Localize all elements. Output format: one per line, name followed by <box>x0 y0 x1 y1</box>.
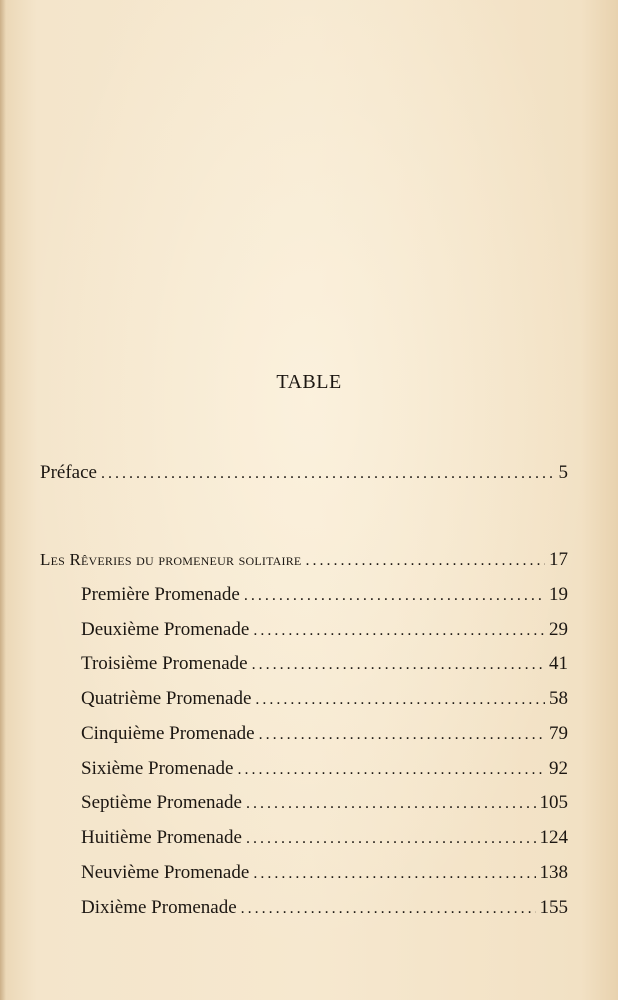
toc-entry-reveries <box>40 547 568 573</box>
toc-entry-promenade-3 <box>81 651 568 677</box>
toc-entry-label: Préface <box>40 462 97 483</box>
toc-entry-label: Quatrième Promenade <box>81 688 252 709</box>
toc-entry-promenade-7 <box>81 790 568 816</box>
toc-entry-label: Neuvième Promenade <box>81 862 250 883</box>
toc-leader-dots <box>259 722 545 748</box>
toc-entry-label: Sixième Promenade <box>81 758 234 779</box>
toc-leader-dots <box>241 896 536 922</box>
toc-page-number: 155 <box>539 897 568 918</box>
toc-leader-dots <box>252 652 545 678</box>
toc-entry-promenade-9 <box>81 860 568 886</box>
toc-leader-dots <box>238 757 546 783</box>
toc-leader-dots <box>253 861 535 887</box>
toc-leader-dots <box>246 826 536 852</box>
toc-entry-label: Septième Promenade <box>81 792 242 813</box>
toc-leader-dots <box>246 791 536 817</box>
toc-page-number: 58 <box>549 688 568 709</box>
toc-entry-promenade-8 <box>81 825 568 851</box>
toc-page-number: 29 <box>549 619 568 640</box>
toc-entry-label: Troisième Promenade <box>81 653 248 674</box>
toc-entry-promenade-10 <box>81 895 568 921</box>
toc-entry-promenade-1 <box>81 582 568 608</box>
toc-entry-promenade-4 <box>81 686 568 712</box>
toc-entry-label: Deuxième Promenade <box>81 619 250 640</box>
toc-entry-promenade-6 <box>81 756 568 782</box>
toc-entry-label: Les Rêveries du promeneur solitaire <box>40 550 302 569</box>
page-title: TABLE <box>276 371 342 393</box>
toc-entry-label: Cinquième Promenade <box>81 723 255 744</box>
toc-leader-dots <box>244 583 545 609</box>
toc-entry-label: Première Promenade <box>81 584 240 605</box>
toc-page-number: 105 <box>539 792 568 813</box>
page-edge-shadow <box>0 0 6 1000</box>
toc-leader-dots <box>253 618 545 644</box>
toc-page-number: 138 <box>539 862 568 883</box>
toc-entry-promenade-5 <box>81 721 568 747</box>
toc-entry-label: Huitième Promenade <box>81 827 242 848</box>
toc-entry-preface <box>40 460 568 486</box>
toc-page-number: 17 <box>549 549 568 570</box>
toc-page-number: 19 <box>549 584 568 605</box>
toc-leader-dots <box>101 461 555 487</box>
toc-entry-label: Dixième Promenade <box>81 897 237 918</box>
toc-page-number: 92 <box>549 758 568 779</box>
toc-leader-dots <box>305 548 545 574</box>
toc-leader-dots <box>255 687 545 713</box>
toc-page-number: 79 <box>549 723 568 744</box>
toc-page-number: 41 <box>549 653 568 674</box>
toc-page-number: 5 <box>558 462 568 483</box>
toc-entry-promenade-2 <box>81 617 568 643</box>
toc-page-number: 124 <box>539 827 568 848</box>
